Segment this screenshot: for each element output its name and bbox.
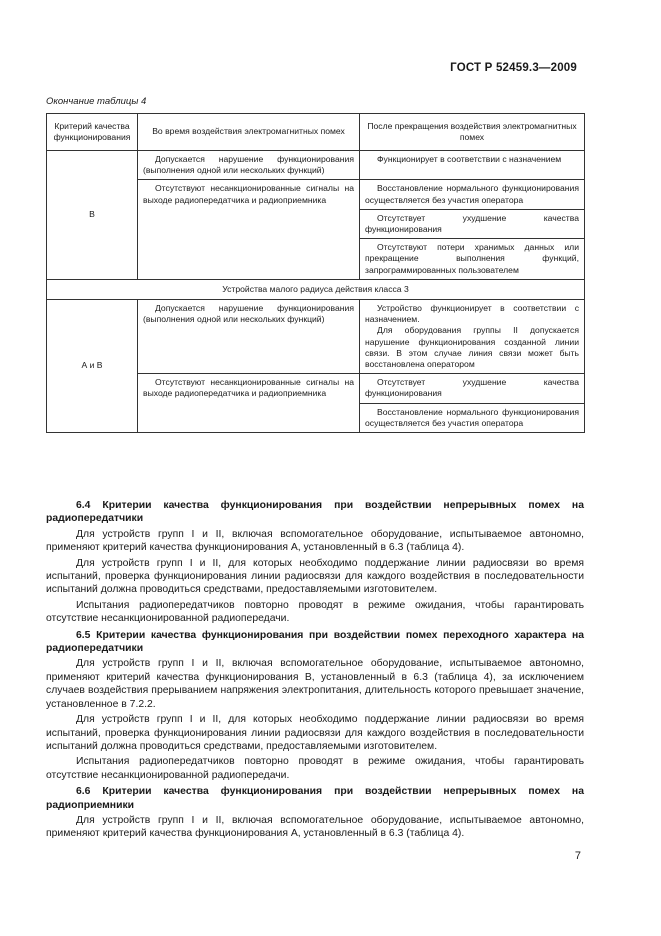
after-cell: Отсутствует ухудшение качества функционирования	[360, 374, 585, 403]
after-cell: Устройство функционирует в соответствии с назначением. Для оборудования группы II допускается нарушение функционирования созданной линии связи. В этом случае линия связи может быть восстановлена оператором	[360, 300, 585, 374]
paragraph: Для устройств групп I и II, для которых необходимо поддержание линии радиосвязи во время испытаний, проверка функционирования линии радиосвязи для каждого воздействия в последовательности испытаний должна проводиться средствами, предоставляемыми изготовителем.	[46, 557, 584, 596]
criterion-cell: А и В	[47, 300, 138, 433]
header-criterion: Критерий качества функционирования	[47, 114, 138, 151]
section-heading: 6.4 Критерии качества функционирования при воздействии непрерывных помех на радиопередатчики	[46, 500, 584, 525]
after-cell: Отсутствуют потери хранимых данных или прекращение выполнения функций, запрограммированных пользователем	[360, 239, 585, 280]
table-header-row	[47, 114, 585, 151]
after-cell: Функционирует в соответствии с назначением	[360, 151, 585, 180]
header-after: После прекращения воздействия электромагнитных помех	[360, 114, 585, 151]
table-caption: Окончание таблицы 4	[46, 96, 147, 107]
paragraph: Испытания радиопередатчиков повторно проводят в режиме ожидания, чтобы гарантировать отсутствие несанкционированной радиопередачи.	[46, 756, 584, 781]
paragraph: Для устройств групп I и II, включая вспомогательное оборудование, испытываемое автономно, применяют критерий качества функционирования В, установленный в 6.3 (таблица 4), за исключением случаев воздействия прерыванием напряжения электропитания, длительность которого превышает значение, установленное в 7.2.2.	[46, 658, 584, 710]
document-id: ГОСТ Р 52459.3—2009	[450, 62, 577, 74]
during-cell: Допускается нарушение функционирования (выполнения одной или нескольких функций)	[138, 151, 360, 180]
after-cell: Отсутствует ухудшение качества функционирования	[360, 209, 585, 238]
table-row	[47, 300, 585, 374]
during-cell-empty	[138, 209, 360, 279]
section-row	[47, 279, 585, 299]
paragraph: Испытания радиопередатчиков повторно проводят в режиме ожидания, чтобы гарантировать отсутствие несанкционированной радиопередачи.	[46, 599, 584, 625]
criteria-table	[46, 113, 585, 433]
header-during: Во время воздействия электромагнитных помех	[138, 114, 360, 151]
section-heading: 6.5 Критерии качества функционирования при воздействии помех переходного характера на радиопередатчики	[46, 629, 584, 655]
section-heading: 6.6 Критерии качества функционирования при воздействии непрерывных помех на радиоприемники	[46, 786, 584, 811]
section-title: Устройства малого радиуса действия класса 3	[47, 279, 585, 299]
after-cell: Восстановление нормального функционирования осуществляется без участия оператора	[360, 403, 585, 432]
during-cell: Отсутствуют несанкционированные сигналы на выходе радиопередатчика и радиоприемника	[138, 180, 360, 209]
during-cell: Отсутствуют несанкционированные сигналы на выходе радиопередатчика и радиоприемника	[138, 374, 360, 433]
during-cell: Допускается нарушение функционирования (выполнения одной или нескольких функций)	[138, 300, 360, 374]
table-row	[47, 151, 585, 180]
criterion-cell: В	[47, 151, 138, 280]
paragraph: Для устройств групп I и II, включая вспомогательное оборудование, испытываемое автономно, применяют критерий качества функционирования А, установленный в 6.3 (таблица 4).	[46, 528, 584, 554]
paragraph: Для устройств групп I и II, включая вспомогательное оборудование, испытываемое автономно, применяют критерий качества функционирования А, установленный в 6.3 (таблица 4).	[46, 814, 584, 840]
body-text	[46, 496, 584, 841]
paragraph: Для устройств групп I и II, для которых необходимо поддержание линии радиосвязи во время испытаний, проверка функционирования линии радиосвязи для каждого воздействия в последовательности испытаний должна проводиться средствами, предоставляемыми изготовителем.	[46, 714, 584, 752]
page-number: 7	[574, 850, 581, 862]
after-cell: Восстановление нормального функционирования осуществляется без участия оператора	[360, 180, 585, 209]
